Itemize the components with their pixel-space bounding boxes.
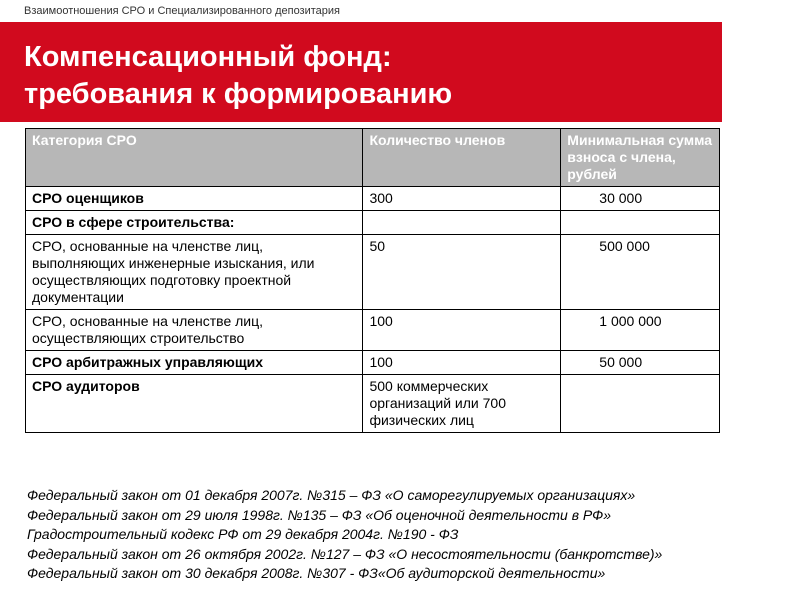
- cell-members: [363, 211, 561, 235]
- cell-members: 500 коммерческих организаций или 700 физических лиц: [363, 375, 561, 433]
- cell-amount: 1 000 000: [561, 310, 720, 351]
- table-row: [26, 351, 720, 375]
- cell-amount: [561, 375, 720, 433]
- top-caption: Взаимоотношения СРО и Специализированного депозитария: [24, 5, 340, 17]
- cell-category: СРО арбитражных управляющих: [26, 351, 363, 375]
- page-title-line-2: требования к формированию: [24, 78, 453, 110]
- law-reference: Федеральный закон от 30 декабря 2008г. №307 - ФЗ«Об аудиторской деятельности»: [27, 565, 606, 581]
- table-row: [26, 235, 720, 310]
- cell-amount: [561, 211, 720, 235]
- cell-amount: 50 000: [561, 351, 720, 375]
- cell-members: 50: [363, 235, 561, 310]
- law-reference: Федеральный закон от 29 июля 1998г. №135 – ФЗ «Об оценочной деятельности в РФ»: [27, 506, 612, 523]
- table-row: [26, 187, 720, 211]
- cell-category: СРО в сфере строительства:: [26, 211, 363, 235]
- law-references: [27, 486, 662, 584]
- cell-amount: 30 000: [561, 187, 720, 211]
- table-header-row: [26, 129, 720, 187]
- table-row: [26, 375, 720, 433]
- page-title-line-1: Компенсационный фонд:: [24, 41, 392, 73]
- cell-members: 100: [363, 310, 561, 351]
- law-reference: Федеральный закон от 01 декабря 2007г. №315 – ФЗ «О саморегулируемых организациях»: [27, 487, 636, 503]
- cell-members: 100: [363, 351, 561, 375]
- law-reference: Градостроительный кодекс РФ от 29 декабря 2004г. №190 - ФЗ: [27, 526, 459, 542]
- law-reference: Федеральный закон от 26 октября 2002г. №127 – ФЗ «О несостоятельности (банкротстве)»: [27, 545, 663, 562]
- cell-category: СРО, основанные на членстве лиц, выполняющих инженерные изыскания, или осуществляющих подготовку проектной документации: [26, 235, 363, 310]
- cell-category: СРО, основанные на членстве лиц, осуществляющих строительство: [26, 310, 363, 351]
- cell-category: СРО оценщиков: [26, 187, 363, 211]
- table-row: [26, 211, 720, 235]
- requirements-table: [25, 128, 720, 433]
- column-header-category: Категория СРО: [26, 129, 363, 187]
- column-header-amount: Минимальная сумма взноса с члена, рублей: [561, 129, 720, 187]
- table-row: [26, 310, 720, 351]
- column-header-members: Количество членов: [363, 129, 561, 187]
- cell-category: СРО аудиторов: [26, 375, 363, 433]
- cell-amount: 500 000: [561, 235, 720, 310]
- cell-members: 300: [363, 187, 561, 211]
